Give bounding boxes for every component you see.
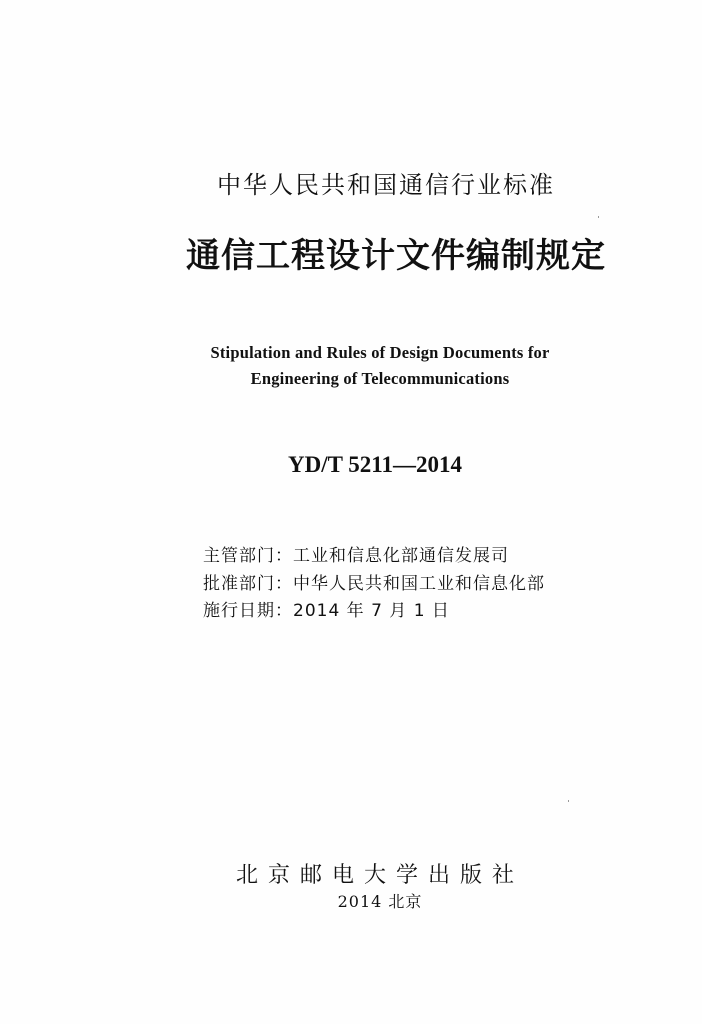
effective-date: 施行日期：2014 年 7 月 1 日 — [203, 601, 450, 621]
document-title-english-line-1: Stipulation and Rules of Design Documents for — [210, 343, 550, 362]
scan-speck — [598, 216, 599, 218]
publisher-name: 北京邮电大学出版社 — [235, 863, 524, 888]
publication-year-place: 2014 北京 — [337, 892, 423, 911]
approval-department: 批准部门：中华人民共和国工业和信息化部 — [203, 574, 545, 594]
document-title-chinese: 通信工程设计文件编制规定 — [186, 236, 606, 276]
standard-number: YD/T 5211—2014 — [287, 452, 463, 477]
scan-speck — [568, 800, 569, 802]
document-title-english-line-2: Engineering of Telecommunications — [250, 369, 510, 388]
standard-series-heading: 中华人民共和国通信行业标准 — [217, 171, 555, 199]
responsible-department: 主管部门：工业和信息化部通信发展司 — [203, 546, 509, 566]
